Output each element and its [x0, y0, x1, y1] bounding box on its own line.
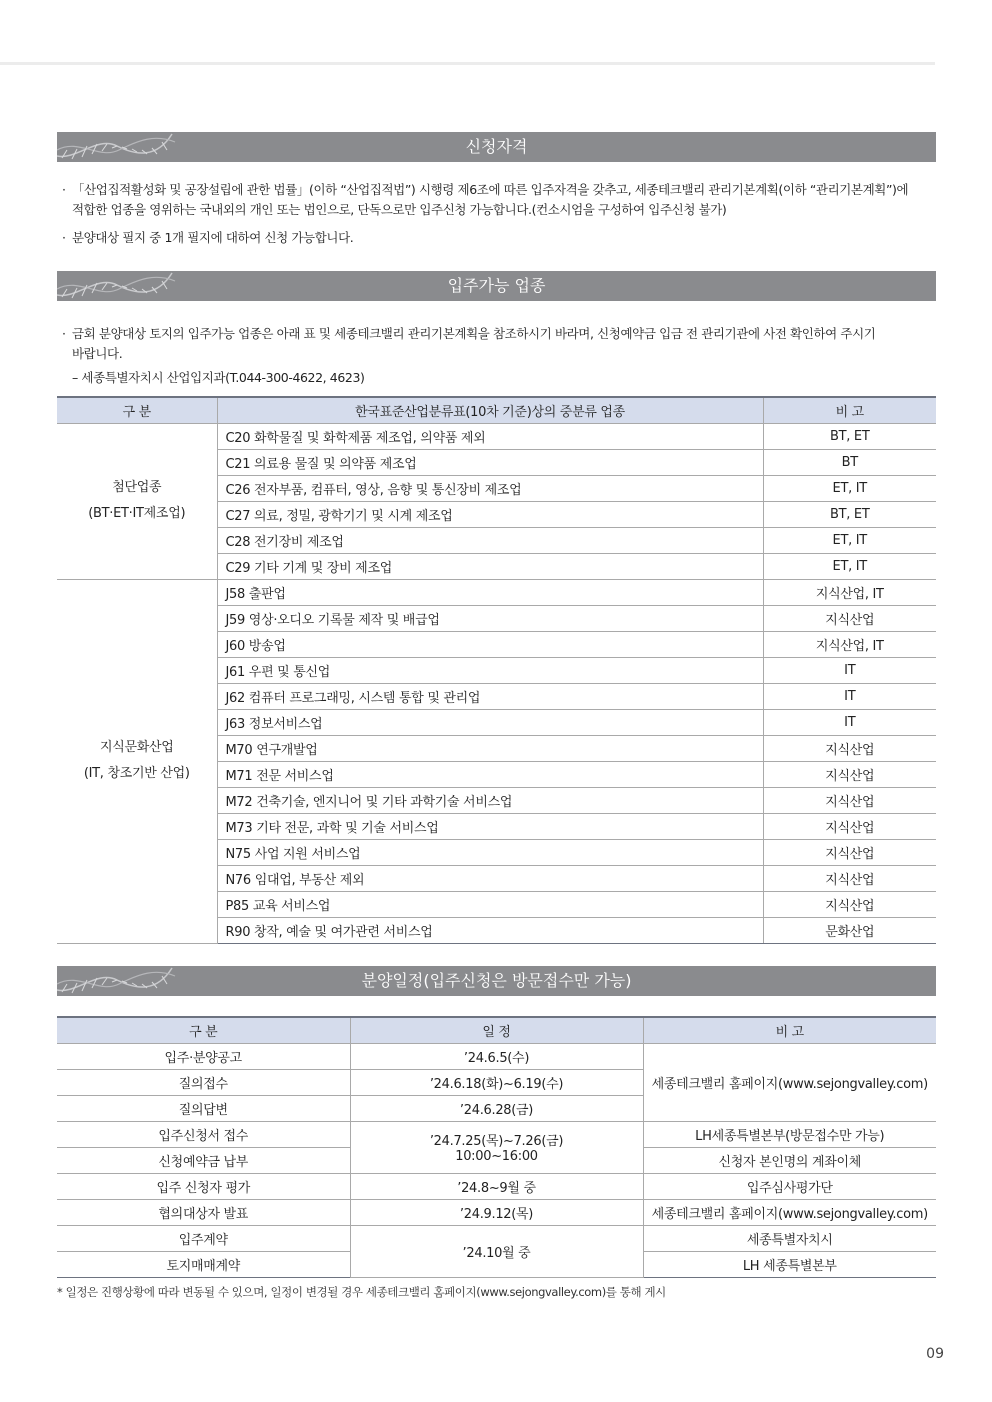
note-cell: ET, IT [763, 553, 936, 579]
item-cell: 입주·분양공고 [57, 1043, 350, 1069]
date-cell: ’24.6.28(금) [350, 1095, 643, 1121]
industry-cell: M71 전문 서비스업 [217, 761, 763, 787]
industry-cell: C28 전기장비 제조업 [217, 527, 763, 553]
note-cell: 세종특별자치시 [643, 1225, 936, 1251]
note-cell: BT, ET [763, 423, 936, 449]
top-divider [0, 62, 935, 65]
note-cell: BT, ET [763, 501, 936, 527]
industry-cell: C21 의료용 물질 및 의약품 제조업 [217, 449, 763, 475]
note-cell: 지식산업, IT [763, 631, 936, 657]
note-cell: 지식산업 [763, 761, 936, 787]
table-header-cell: 비 고 [643, 1017, 936, 1043]
table-row [57, 1043, 936, 1069]
note-cell: 지식산업, IT [763, 579, 936, 605]
note-cell: IT [763, 683, 936, 709]
item-cell: 토지매매계약 [57, 1251, 350, 1277]
item-cell: 질의답변 [57, 1095, 350, 1121]
industry-cell: M72 건축기술, 엔지니어 및 기타 과학기술 서비스업 [217, 787, 763, 813]
industry-cell: J60 방송업 [217, 631, 763, 657]
item-cell: 입주신청서 접수 [57, 1121, 350, 1147]
item-cell: 질의접수 [57, 1069, 350, 1095]
industry-cell: N76 임대업, 부동산 제외 [217, 865, 763, 891]
note-cell: 지식산업 [763, 891, 936, 917]
industry-cell: J62 컴퓨터 프로그래밍, 시스템 통합 및 관리업 [217, 683, 763, 709]
table-header-cell: 일 정 [350, 1017, 643, 1043]
industry-cell: C27 의료, 정밀, 광학기기 및 시계 제조업 [217, 501, 763, 527]
table-row [57, 1173, 936, 1199]
note-cell: 문화산업 [763, 917, 936, 943]
industry-cell: C20 화학물질 및 화학제품 제조업, 의약품 제외 [217, 423, 763, 449]
note-cell: ET, IT [763, 527, 936, 553]
note-cell: 지식산업 [763, 735, 936, 761]
industry-cell: M73 기타 전문, 과학 및 기술 서비스업 [217, 813, 763, 839]
industry-cell: J61 우편 및 통신업 [217, 657, 763, 683]
industry-cell: N75 사업 지원 서비스업 [217, 839, 763, 865]
industry-cell: M70 연구개발업 [217, 735, 763, 761]
industry-table [57, 396, 936, 944]
industry-cell: C29 기타 기계 및 장비 제조업 [217, 553, 763, 579]
section-title: 신청자격 [465, 137, 528, 156]
note-cell: IT [763, 657, 936, 683]
industry-cell: J59 영상·오디오 기록물 제작 및 배급업 [217, 605, 763, 631]
table-row [57, 1199, 936, 1225]
item-cell: 입주계약 [57, 1225, 350, 1251]
industry-cell: J63 정보서비스업 [217, 709, 763, 735]
date-cell: ’24.6.5(수) [350, 1043, 643, 1069]
eligibility-bullet-2: · 분양대상 필지 중 1개 필지에 대하여 신청 가능합니다. [62, 230, 354, 245]
note-cell: BT [763, 449, 936, 475]
table-row [57, 1225, 936, 1251]
note-cell: IT [763, 709, 936, 735]
date-cell: ’24.7.25(목)~7.26(금) 10:00~16:00 [350, 1121, 643, 1173]
eligibility-bullet-1: · 「산업집적활성화 및 공장설립에 관한 법률」(이하 “산업집적법”) 시행령 제6조에 따른 입주자격을 갖추고, 세종테크밸리 관리기본계획(이하 “관리기본계획”)에 적합한 업종을 영위하는 국내외의 개인 또는 법인으로, 단독으로만 입주신청 가능합니다.(컨소시엄을 구성하여 입주신청 불가) [62, 182, 909, 217]
industries-bullet-1: · 금회 분양대상 토지의 입주가능 업종은 아래 표 및 세종테크밸리 관리기본계획을 참조하시기 바라며, 신청예약금 입금 전 관리기관에 사전 확인하여 주시기 바랍니다. [62, 326, 876, 361]
group-name-cell: 지식문화산업 (IT, 창조기반 산업) [57, 579, 217, 943]
date-cell: ’24.10월 중 [350, 1225, 643, 1277]
item-cell: 신청예약금 납부 [57, 1147, 350, 1173]
date-cell: ’24.6.18(화)~6.19(수) [350, 1069, 643, 1095]
table-row [57, 579, 936, 605]
note-cell: 지식산업 [763, 813, 936, 839]
note-cell: 지식산업 [763, 839, 936, 865]
table-header-row [57, 1017, 936, 1043]
industries-contact: – 세종특별자치시 산업입지과(T.044-300-4622, 4623) [72, 370, 365, 385]
section-header-schedule [57, 966, 936, 996]
section-header-eligibility [57, 132, 936, 162]
table-header-row [57, 397, 936, 423]
section-title: 분양일정(입주신청은 방문접수만 가능) [361, 971, 632, 990]
schedule-table [57, 1016, 936, 1278]
table-header-cell: 비 고 [763, 397, 936, 423]
note-cell: LH세종특별본부(방문접수만 가능) [643, 1121, 936, 1147]
section-header-industries [57, 271, 936, 301]
group-name-cell: 첨단업종 (BT·ET·IT제조업) [57, 423, 217, 579]
date-cell: ’24.9.12(목) [350, 1199, 643, 1225]
footnote: * 일정은 진행상황에 따라 변동될 수 있으며, 일정이 변경될 경우 세종테크밸리 홈페이지(www.sejongvalley.com)를 통해 게시 [57, 1285, 666, 1299]
date-cell: ’24.8~9월 중 [350, 1173, 643, 1199]
industry-cell: R90 창작, 예술 및 여가관련 서비스업 [217, 917, 763, 943]
industry-cell: P85 교육 서비스업 [217, 891, 763, 917]
note-cell: ET, IT [763, 475, 936, 501]
note-cell: 신청자 본인명의 계좌이체 [643, 1147, 936, 1173]
note-cell: 세종테크밸리 홈페이지(www.sejongvalley.com) [643, 1043, 936, 1121]
note-cell: 세종테크밸리 홈페이지(www.sejongvalley.com) [643, 1199, 936, 1225]
page-number: 09 [926, 1346, 944, 1362]
note-cell: 지식산업 [763, 865, 936, 891]
note-cell: 지식산업 [763, 787, 936, 813]
note-cell: 입주심사평가단 [643, 1173, 936, 1199]
note-cell: LH 세종특별본부 [643, 1251, 936, 1277]
industry-cell: J58 출판업 [217, 579, 763, 605]
item-cell: 협의대상자 발표 [57, 1199, 350, 1225]
item-cell: 입주 신청자 평가 [57, 1173, 350, 1199]
table-header-cell: 구 분 [57, 1017, 350, 1043]
table-header-cell: 한국표준산업분류표(10차 기준)상의 중분류 업종 [217, 397, 763, 423]
table-row [57, 1121, 936, 1147]
industry-cell: C26 전자부품, 컴퓨터, 영상, 음향 및 통신장비 제조업 [217, 475, 763, 501]
section-title: 입주가능 업종 [447, 276, 546, 295]
table-row [57, 423, 936, 449]
note-cell: 지식산업 [763, 605, 936, 631]
table-header-cell: 구 분 [57, 397, 217, 423]
